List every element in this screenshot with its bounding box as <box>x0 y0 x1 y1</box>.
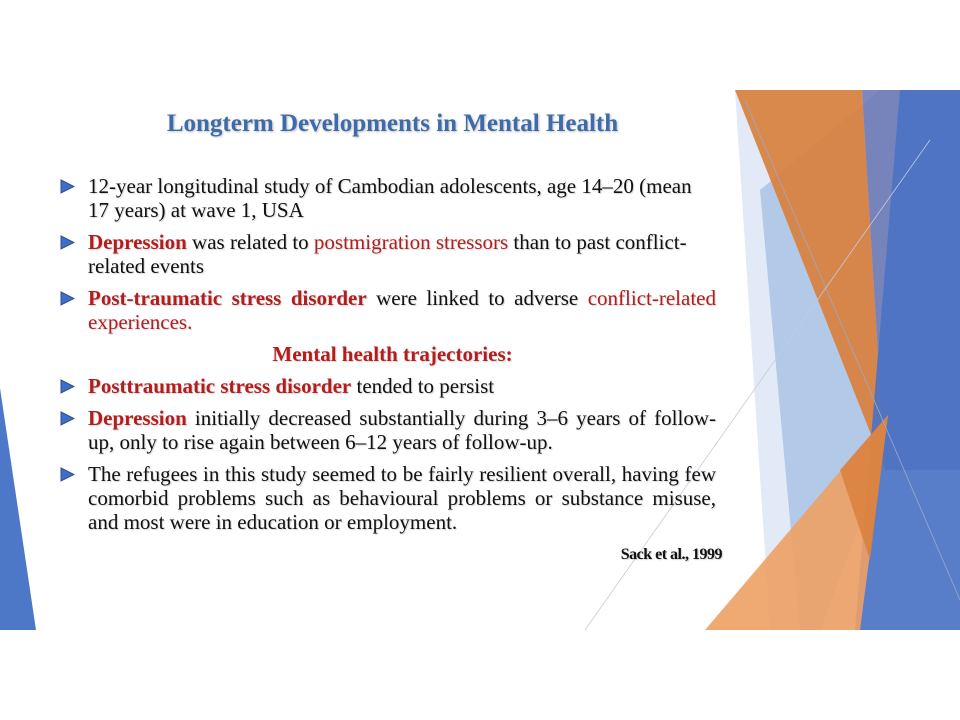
keyword-conflict-experiences: conflict-related experiences. <box>88 286 716 334</box>
keyword-depression: Depression <box>88 406 187 430</box>
bullet-text: were linked to adverse <box>366 286 588 310</box>
keyword-ptsd: Post-traumatic stress disorder <box>88 286 367 310</box>
slide-title: Longterm Developments in Mental Health <box>166 110 619 137</box>
bullet-study-description <box>88 174 716 222</box>
keyword-ptsd: Posttraumatic stress disorder <box>88 374 352 398</box>
bullet-text: tended to persist <box>351 374 495 398</box>
bullet-resilience <box>88 462 716 534</box>
bullet-ptsd-persist <box>88 374 716 398</box>
bullet-arrow-icon <box>60 379 75 394</box>
bullet-text: 12-year longitudinal study of Cambodian adolescents, age 14–20 (mean 17 years) at wave 1, USA <box>88 174 692 222</box>
bullet-text: initially decreased substantially during 3–6 years of follow-up, only to rise again between 6–12 years of follow-up. <box>88 406 716 454</box>
keyword-depression: Depression <box>88 230 187 254</box>
bullet-arrow-icon <box>60 467 75 482</box>
bullet-depression-stressors <box>88 230 716 278</box>
left-accent-shape <box>0 388 36 630</box>
keyword-postmigration-stressors: postmigration stressors <box>313 230 509 254</box>
bullet-arrow-icon <box>60 235 75 250</box>
bullet-text: than to past conflict-related events <box>88 230 687 278</box>
bullet-depression-trajectory <box>88 406 716 454</box>
bullet-arrow-icon <box>60 411 75 426</box>
bullet-ptsd-conflict <box>88 286 716 334</box>
citation: Sack et al., 1999 <box>620 546 722 563</box>
subheading-trajectories: Mental health trajectories: <box>272 342 513 366</box>
bullet-text: The refugees in this study seemed to be fairly resilient overall, having few comorbid problems such as behavioural problems or substance misuse, and most were in education or employment. <box>88 462 716 534</box>
bullet-text: was related to <box>186 230 314 254</box>
bullet-arrow-icon <box>60 179 75 194</box>
bullet-arrow-icon <box>60 291 75 306</box>
